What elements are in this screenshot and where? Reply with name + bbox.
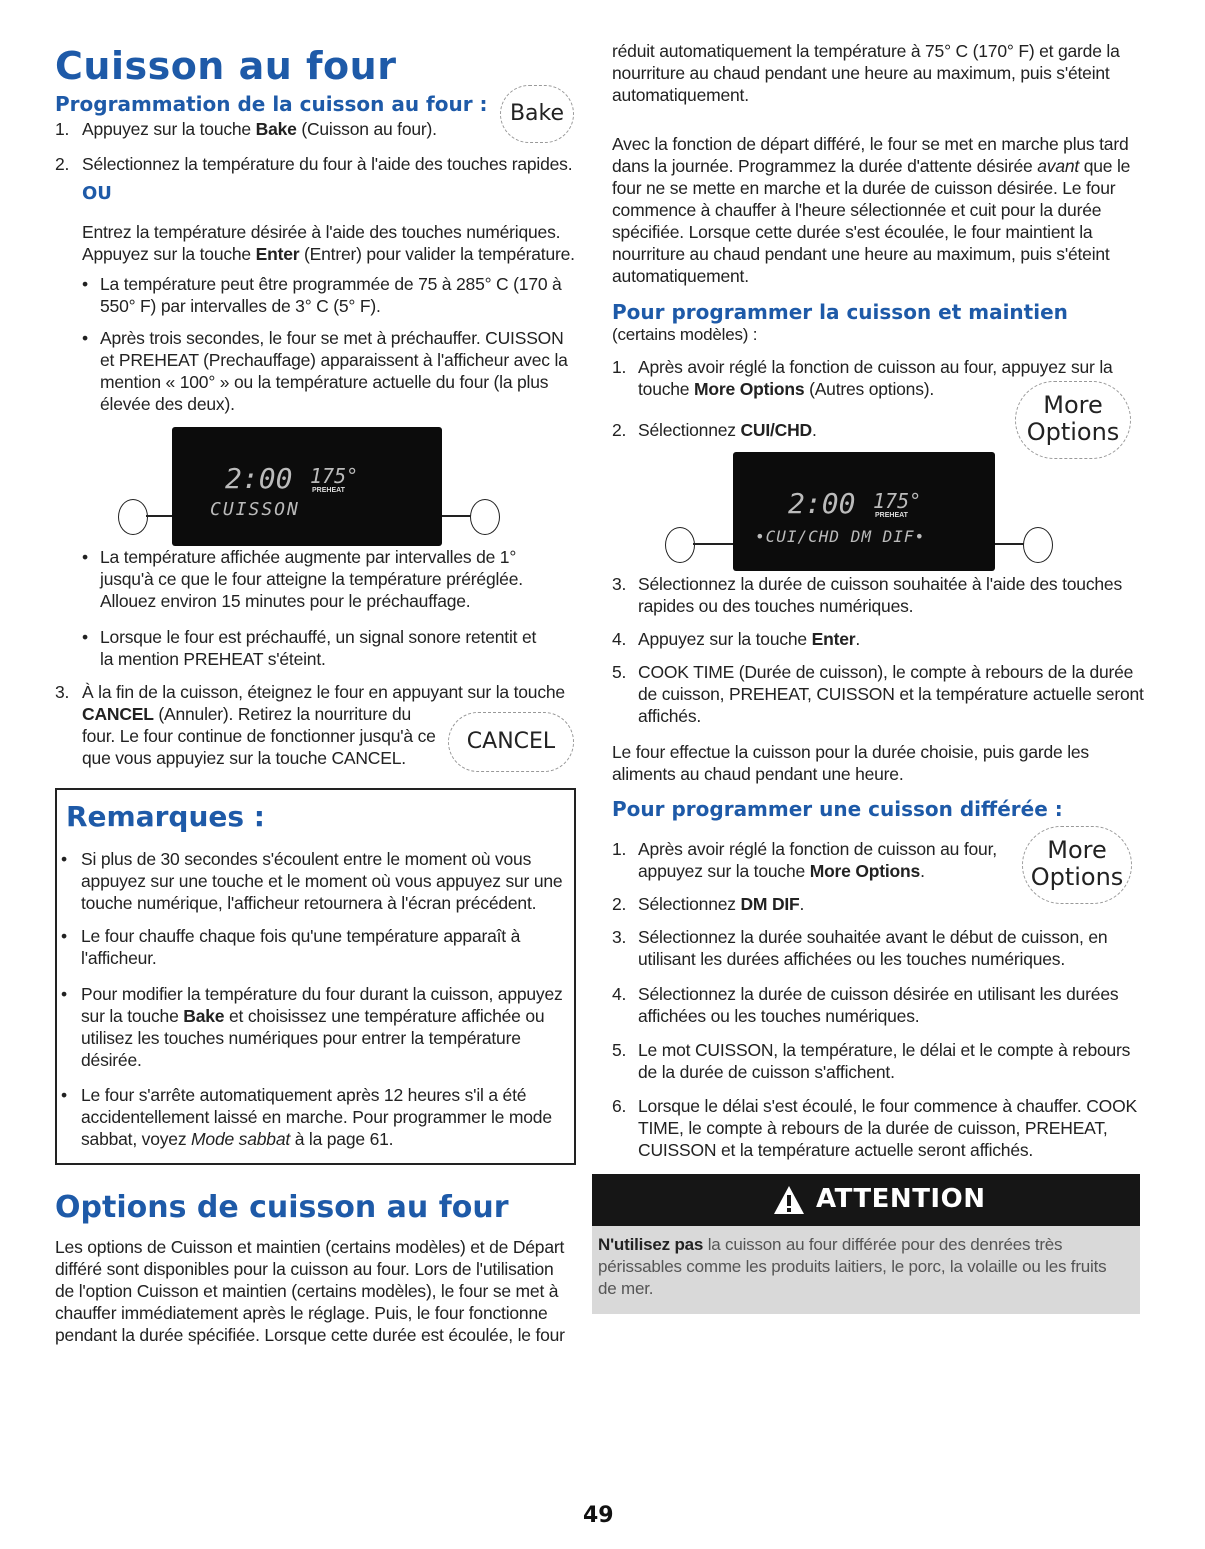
cook-hold-heading: Pour programmer la cuisson et maintien: [612, 300, 1068, 324]
bold-key-name: Enter: [255, 244, 300, 264]
display-time: 2:00: [225, 462, 293, 495]
paragraph-line: spécifiée. Lorsque cette durée s'est écoulée, le four maintient la: [612, 222, 1093, 242]
display-temperature: 175°: [310, 464, 359, 488]
attention-banner: [592, 1174, 1140, 1226]
oven-display-cook-hold: [733, 452, 995, 571]
step-line: Lorsque le délai s'est écoulé, le four commence à chauffer. COOK: [638, 1096, 1137, 1116]
remarks-box: [55, 788, 576, 1165]
step-number: 3.: [612, 574, 627, 594]
bullet-icon: •: [82, 627, 88, 647]
more-options-key-icon: [1015, 381, 1131, 459]
paragraph-line: four ne se mette en marche et la durée de cuisson désirée. Le four: [612, 178, 1116, 198]
cook-hold-after: [612, 741, 1089, 785]
text: (Annuler). Retirez la nourriture du: [153, 704, 412, 724]
text: .: [811, 420, 817, 440]
bake-key-label: Bake: [509, 101, 565, 126]
step-line: de cuisson, PREHEAT, CUISSON et la température actuelle seront: [638, 684, 1144, 704]
bullet-icon: •: [82, 328, 88, 348]
display-preheat-label: PREHEAT: [312, 487, 345, 494]
step-line: Sélectionnez la durée souhaitée avant le début de cuisson, en: [638, 927, 1108, 947]
options-paragraph: [55, 1236, 565, 1346]
text: Sélectionnez: [638, 420, 741, 440]
bullet-line: Allouez environ 15 minutes pour le préchauffage.: [100, 591, 471, 611]
display-status: •CUI/CHD DM DIF•: [755, 527, 926, 546]
knob-left-icon: [118, 499, 148, 535]
paragraph-line: nourriture au chaud pendant une heure au maximum, puis s'éteint: [612, 244, 1110, 264]
text: appuyez sur la touche: [638, 861, 810, 881]
step-line: que vous appuyiez sur la touche CANCEL.: [82, 748, 406, 768]
remark-line: accidentellement laissé en marche. Pour programmer le mode: [81, 1107, 552, 1127]
text: (Autres options).: [804, 379, 935, 399]
step-number: 4.: [612, 629, 627, 649]
key-label-line: Options: [1030, 863, 1124, 891]
bullet-line: La température peut être programmée de 75 à 285° C (170 à: [100, 274, 562, 294]
step-number: 5.: [612, 1040, 627, 1060]
step-text: (Cuisson au four).: [296, 119, 437, 139]
step-number: 1.: [612, 839, 627, 859]
bullet-line: mention « 100° » ou la température actuelle du four (la plus: [100, 372, 549, 392]
bake-key-icon: [500, 85, 574, 143]
step-line: rapides ou des touches numériques.: [638, 596, 914, 616]
step-number: 1.: [55, 119, 70, 139]
remark-line: appuyez sur une touche et le moment où vous appuyez sur une: [81, 871, 563, 891]
text: sur la touche: [81, 1006, 184, 1026]
bold-key-name: Bake: [255, 119, 297, 139]
connector-line: [146, 515, 172, 517]
delay-paragraph: [612, 133, 1130, 287]
paragraph-line: [612, 155, 1130, 177]
cook-hold-subheading: (certains modèles) :: [612, 325, 758, 344]
step-line: Sélectionnez la durée de cuisson désirée en utilisant les durées: [638, 984, 1119, 1004]
delayed-cooking-heading: Pour programmer une cuisson différée :: [612, 797, 1063, 821]
display-preheat-label: PREHEAT: [875, 512, 908, 519]
connector-line: [995, 543, 1025, 545]
remark-line: Le four chauffe chaque fois qu'une température apparaît à: [81, 926, 521, 946]
text: à la page 61.: [290, 1129, 394, 1149]
bullet-icon: •: [82, 547, 88, 567]
more-options-key-icon: [1022, 826, 1132, 904]
remark-line: désirée.: [81, 1050, 142, 1070]
bullet-line: La température affichée augmente par intervalles de 1°: [100, 547, 517, 567]
knob-right-icon: [1023, 527, 1053, 563]
bullet-line: et PREHEAT (Prechauffage) apparaissent à l'afficheur avec la: [100, 350, 568, 370]
italic-text: avant: [1037, 156, 1080, 176]
enter-line-2: [82, 243, 575, 265]
remark-line: Le four s'arrête automatiquement après 12 heures s'il a été: [81, 1085, 527, 1105]
italic-reference: Mode sabbat: [191, 1129, 291, 1149]
step-line: Le mot CUISSON, la température, le délai et le compte à rebours: [638, 1040, 1131, 1060]
bold-option-name: CUI/CHD: [740, 420, 812, 440]
step-number: 2.: [612, 420, 627, 440]
text: touche: [638, 379, 695, 399]
enter-line-1: Entrez la température désirée à l'aide des touches numériques.: [82, 222, 561, 242]
paragraph-line: automatiquement.: [612, 85, 749, 105]
remark-line: [81, 1005, 563, 1027]
text: la cuisson au four différée pour des denrées très: [703, 1235, 1063, 1254]
remarks-heading: Remarques :: [66, 800, 266, 833]
remark-line: Si plus de 30 secondes s'écoulent entre le moment où vous: [81, 849, 532, 869]
bullet-icon: •: [82, 274, 88, 294]
bold-key-name: More Options: [809, 861, 921, 881]
step-line: four. Le four continue de fonctionner jusqu'à ce: [82, 726, 436, 746]
remark-line: [81, 1128, 552, 1150]
display-temperature: 175°: [873, 489, 922, 513]
page-number: 49: [583, 1503, 614, 1528]
step-line: utilisant les durées affichées ou les touches numériques.: [638, 949, 1066, 969]
bold-warning: N'utilisez pas: [598, 1235, 704, 1254]
continuation-paragraph: [612, 40, 1120, 106]
bullet-icon: •: [61, 926, 67, 946]
bullet-line: Après trois secondes, le four se met à préchauffer. CUISSON: [100, 328, 564, 348]
knob-left-icon: [665, 527, 695, 563]
cancel-key-icon: [448, 712, 574, 772]
step-number: 5.: [612, 662, 627, 682]
step-line: À la fin de la cuisson, éteignez le four en appuyant sur la touche: [82, 682, 565, 702]
step-line: CUISSON et la température actuelle seront affichés.: [638, 1140, 1034, 1160]
paragraph-line: Avec la fonction de départ différé, le four se met en marche plus tard: [612, 134, 1129, 154]
attention-line: [598, 1234, 1106, 1256]
paragraph-line: nourriture au chaud pendant une heure au maximum, puis s'éteint: [612, 63, 1110, 83]
text: et choisissez une température affichée ou: [224, 1006, 545, 1026]
paragraph-line: chauffer immédiatement après le réglage. Puis, le four fonctionne: [55, 1303, 548, 1323]
text: sabbat, voyez: [81, 1129, 192, 1149]
step-number: 3.: [612, 927, 627, 947]
remark-line: Pour modifier la température du four durant la cuisson, appuyez: [81, 984, 563, 1004]
attention-line: de mer.: [598, 1279, 654, 1298]
options-heading: Options de cuisson au four: [55, 1190, 509, 1225]
bold-key-name: Bake: [183, 1006, 225, 1026]
step-number: 2.: [612, 894, 627, 914]
attention-title: ATTENTION: [816, 1184, 986, 1214]
bold-key-name: CANCEL: [82, 704, 154, 724]
text: Sélectionnez: [638, 894, 741, 914]
display-status: CUISSON: [210, 499, 300, 520]
key-label-line: Options: [1026, 418, 1120, 446]
warning-triangle-icon: [772, 1184, 806, 1216]
bold-key-name: Enter: [811, 629, 856, 649]
step-number: 3.: [55, 682, 70, 702]
attention-line: périssables comme les produits laitiers, le porc, la volaille ou les fruits: [598, 1257, 1107, 1276]
step-number: 1.: [612, 357, 627, 377]
text: .: [920, 861, 925, 881]
paragraph-line: commence à chauffer à l'heure sélectionnée et cuit pour la durée: [612, 200, 1102, 220]
bake-programming-heading: Programmation de la cuisson au four :: [55, 92, 488, 116]
connector-line: [693, 543, 733, 545]
step-line: TIME, le compte à rebours de la durée de cuisson, PREHEAT,: [638, 1118, 1108, 1138]
paragraph-line: réduit automatiquement la température à 75° C (170° F) et garde la: [612, 41, 1120, 61]
step-line: Sélectionnez la durée de cuisson souhaitée à l'aide des touches: [638, 574, 1122, 594]
connector-line: [442, 515, 472, 517]
step-number: 2.: [55, 154, 70, 174]
text: Appuyez sur la touche: [638, 629, 812, 649]
or-label: OU: [82, 183, 112, 204]
paragraph-line: de l'option Cuisson et maintien (certains modèles), le four se met à: [55, 1281, 559, 1301]
step-line: affichées ou les touches numériques.: [638, 1006, 920, 1026]
remark-line: utilisez les touches numériques pour entrer la température: [81, 1028, 521, 1048]
step-line: [638, 860, 997, 882]
text: que le: [1079, 156, 1131, 176]
text: Appuyez sur la touche: [82, 244, 256, 264]
display-time: 2:00: [788, 487, 856, 520]
remark-line: l'afficheur.: [81, 948, 157, 968]
attention-body: [592, 1226, 1140, 1314]
paragraph-line: pendant la durée spécifiée. Lorsque cette durée est écoulée, le four: [55, 1325, 565, 1345]
text: dans la journée. Programmez la durée d'attente désirée: [612, 156, 1038, 176]
paragraph-line: aliments au chaud pendant une heure.: [612, 764, 904, 784]
step-text: Sélectionnez la température du four à l'aide des touches rapides.: [82, 154, 573, 174]
step-number: 4.: [612, 984, 627, 1004]
knob-right-icon: [470, 499, 500, 535]
step-line: Après avoir réglé la fonction de cuisson au four, appuyez sur la: [638, 357, 1113, 377]
step-line: affichés.: [638, 706, 702, 726]
remark-line: touche numérique, l'afficheur retournera à l'écran précédent.: [81, 893, 537, 913]
paragraph-line: Le four effectue la cuisson pour la durée choisie, puis garde les: [612, 742, 1089, 762]
bold-option-name: DM DIF: [740, 894, 800, 914]
page-title: Cuisson au four: [55, 44, 397, 88]
bullet-icon: •: [61, 849, 67, 869]
step-line: Après avoir réglé la fonction de cuisson au four,: [638, 839, 997, 859]
cancel-key-label: CANCEL: [466, 729, 556, 754]
bold-key-name: More Options: [694, 379, 805, 399]
key-label-line: More: [1043, 391, 1103, 419]
bullet-icon: •: [61, 984, 67, 1004]
step-line: de la durée de cuisson s'affichent.: [638, 1062, 895, 1082]
bullet-line: la mention PREHEAT s'éteint.: [100, 649, 326, 669]
step-line: COOK TIME (Durée de cuisson), le compte à rebours de la durée: [638, 662, 1134, 682]
text: (Entrer) pour valider la température.: [299, 244, 575, 264]
text: .: [855, 629, 861, 649]
bullet-line: jusqu'à ce que le four atteigne la température préréglée.: [100, 569, 523, 589]
key-label-line: More: [1047, 836, 1107, 864]
bullet-line: élevée des deux).: [100, 394, 235, 414]
step-text: Appuyez sur la touche: [82, 119, 256, 139]
paragraph-line: différé sont disponibles pour la cuisson au four. Lors de l'utilisation: [55, 1259, 554, 1279]
step-number: 6.: [612, 1096, 627, 1116]
bullet-line: 550° F) par intervalles de 3° C (5° F).: [100, 296, 381, 316]
bullet-line: Lorsque le four est préchauffé, un signal sonore retentit et: [100, 627, 537, 647]
oven-display-cuisson: [172, 427, 442, 546]
attention-text: [598, 1234, 1106, 1300]
text: .: [799, 894, 805, 914]
paragraph-line: Les options de Cuisson et maintien (certains modèles) et de Départ: [55, 1237, 565, 1257]
paragraph-line: automatiquement.: [612, 266, 749, 286]
bullet-icon: •: [61, 1085, 67, 1105]
